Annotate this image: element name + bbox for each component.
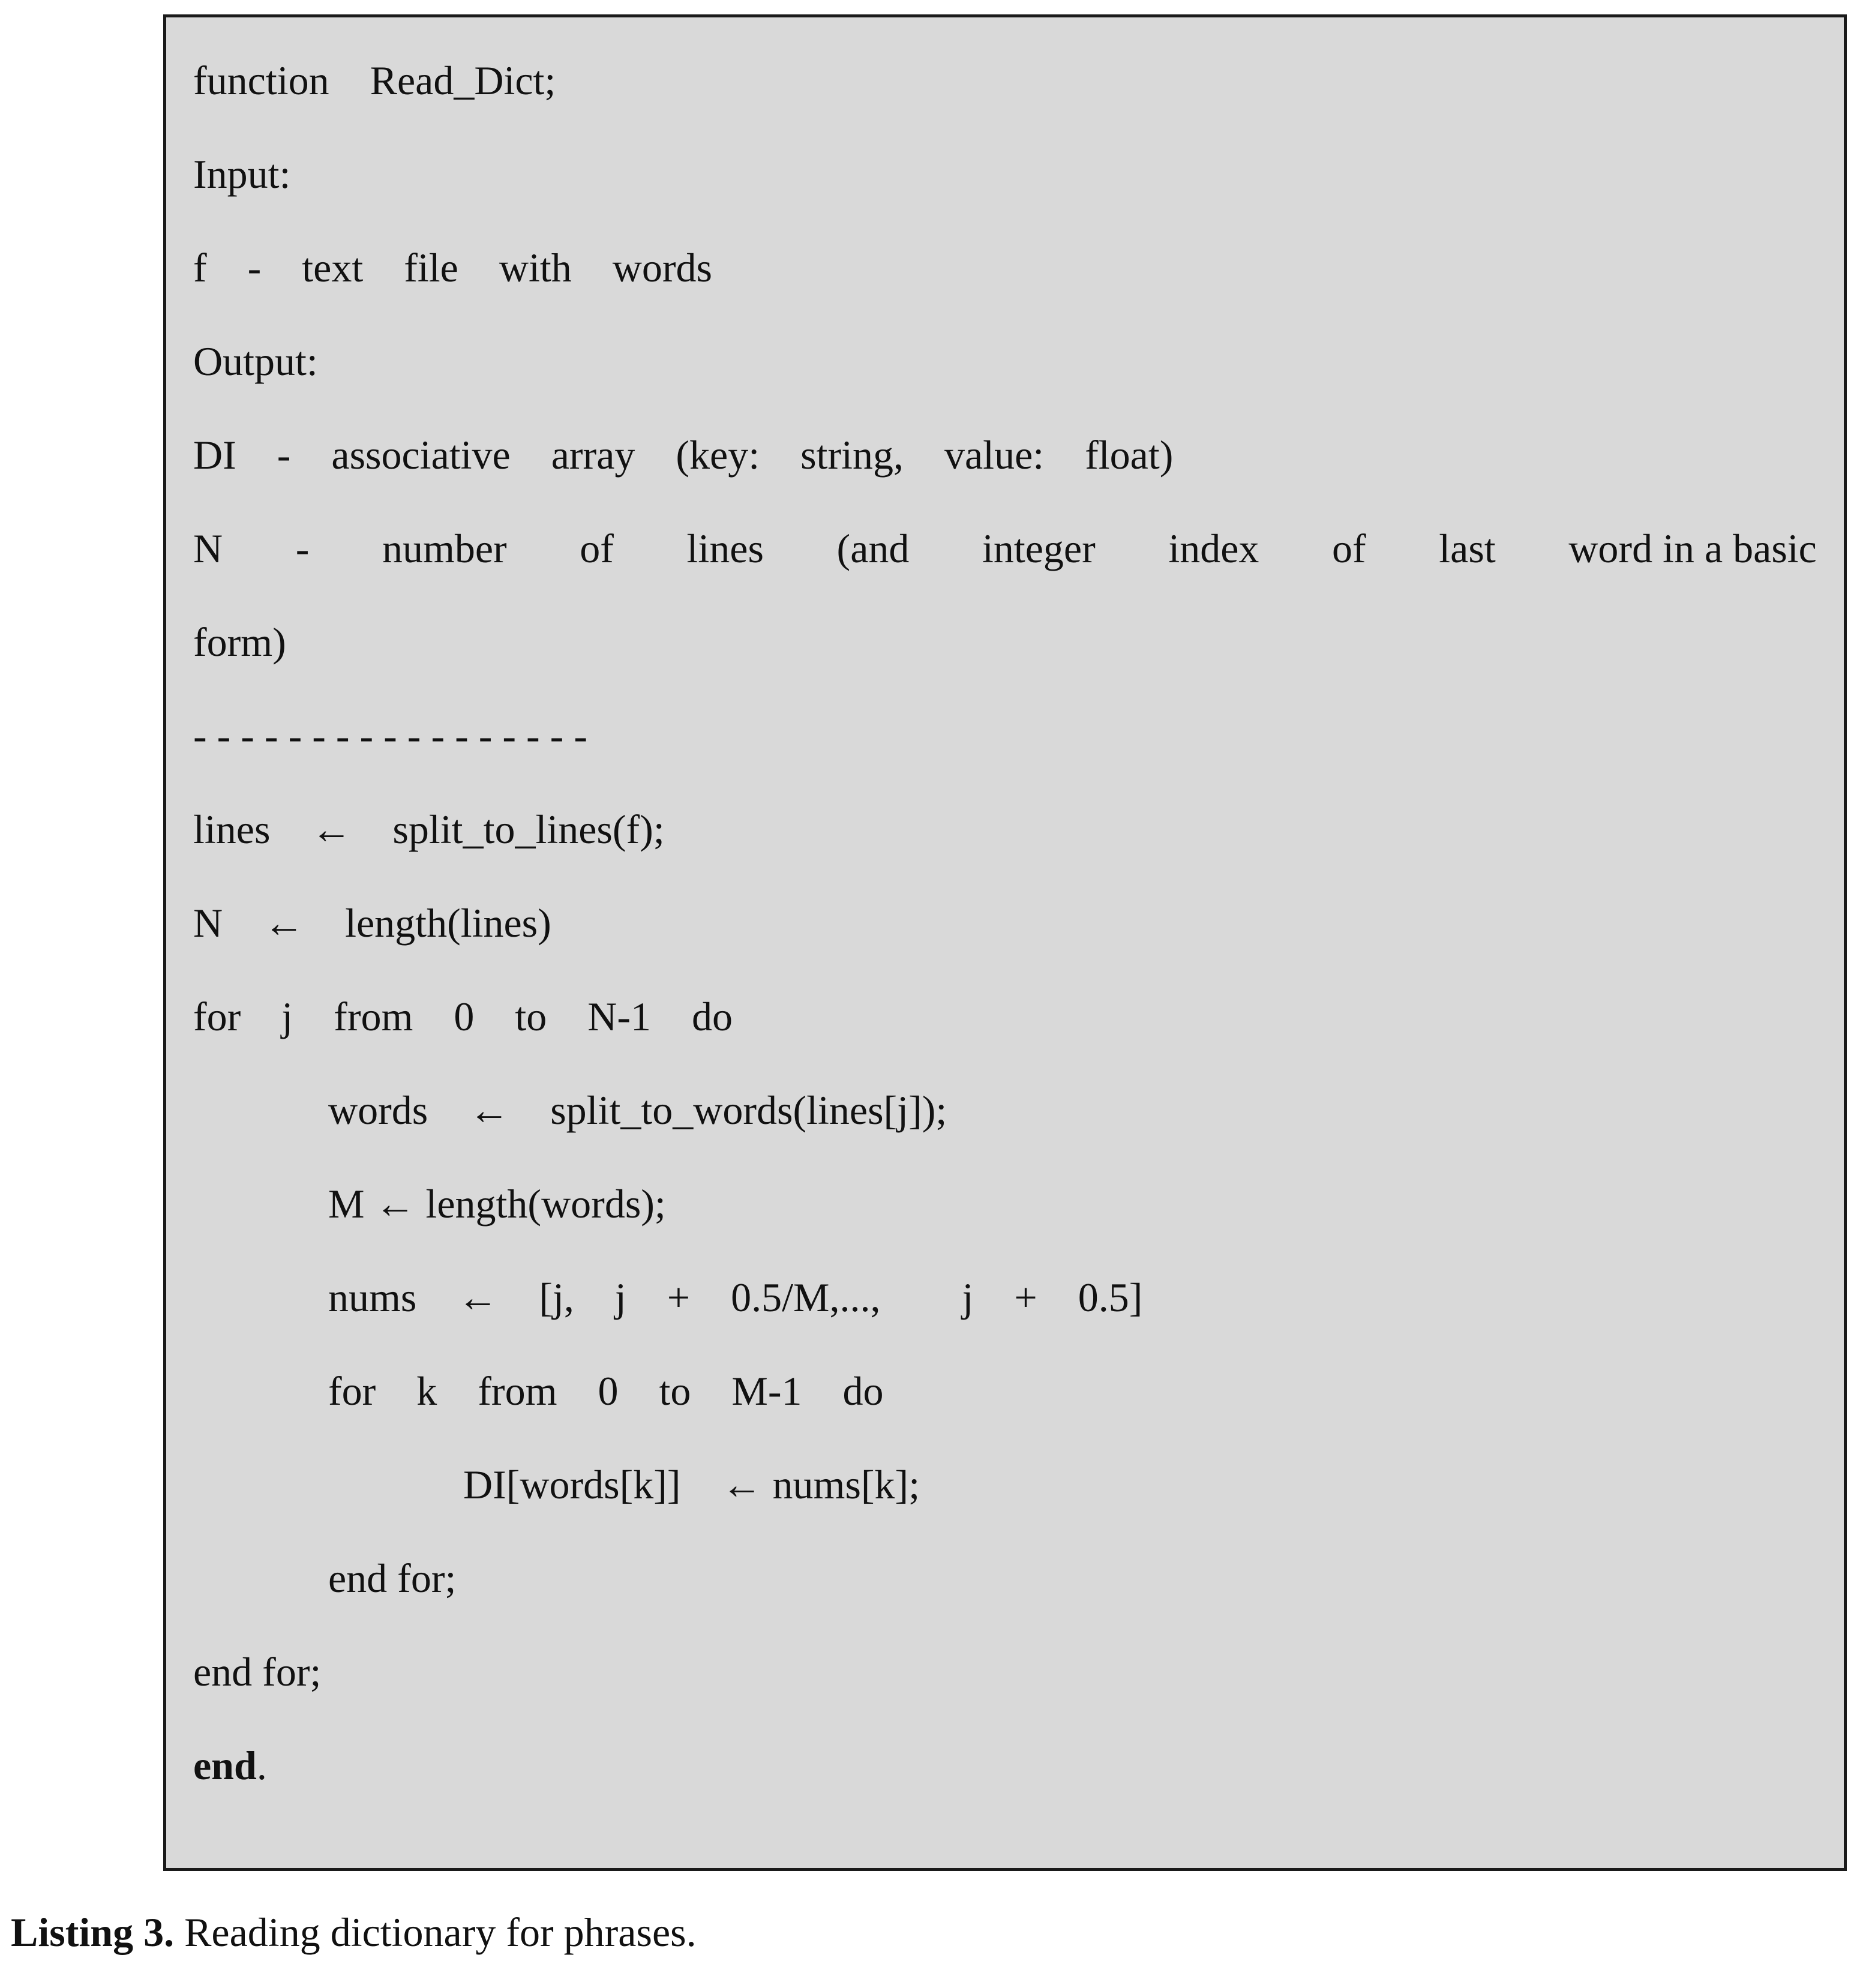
code-line-19 bbox=[193, 1729, 1817, 1801]
code-token: of bbox=[1332, 526, 1366, 571]
code-line-13: M ← length(words); bbox=[328, 1181, 666, 1227]
code-line-15: for k from 0 to M-1 do bbox=[328, 1368, 884, 1414]
caption-label: Listing 3. bbox=[11, 1909, 175, 1955]
code-line-3: f - text file with words bbox=[193, 245, 712, 290]
code-token: last bbox=[1439, 526, 1496, 571]
code-line-9: lines ← split_to_lines(f); bbox=[193, 806, 665, 852]
code-token: integer bbox=[982, 526, 1096, 571]
listing-box bbox=[163, 14, 1847, 1871]
end-period: . bbox=[256, 1743, 267, 1788]
code-line-2: Input: bbox=[193, 151, 291, 197]
code-token: word in a basic bbox=[1568, 526, 1817, 571]
code-line-14: nums ← [j, j + 0.5/M,..., j + 0.5] bbox=[328, 1275, 1143, 1320]
code-token: - bbox=[295, 526, 310, 571]
code-line-10: N ← length(lines) bbox=[193, 900, 551, 946]
caption-text: Reading dictionary for phrases. bbox=[174, 1909, 697, 1955]
separator-line: - - - - - - - - - - - - - - - - - bbox=[193, 713, 587, 758]
code-token: index bbox=[1168, 526, 1259, 571]
code-line-7: form) bbox=[193, 619, 286, 665]
code-token: N bbox=[193, 526, 223, 571]
figure-caption bbox=[11, 1899, 697, 1965]
code-line-4: Output: bbox=[193, 338, 318, 384]
code-line-5: DI - associative array (key: string, value: float) bbox=[193, 432, 1174, 478]
code-line-18: end for; bbox=[193, 1649, 322, 1695]
code-line-1: function Read_Dict; bbox=[193, 58, 556, 103]
code-token: (and bbox=[836, 526, 910, 571]
code-line-16: DI[words[k]] ← nums[k]; bbox=[463, 1462, 920, 1507]
code-token: lines bbox=[686, 526, 764, 571]
code-token: number bbox=[382, 526, 507, 571]
end-keyword: end bbox=[193, 1743, 257, 1788]
code-token: of bbox=[580, 526, 614, 571]
code-line-17: end for; bbox=[328, 1555, 457, 1601]
code-line-11: for j from 0 to N-1 do bbox=[193, 994, 733, 1039]
code-line-12: words ← split_to_words(lines[j]); bbox=[328, 1087, 947, 1133]
code-line-6 bbox=[193, 512, 1817, 584]
